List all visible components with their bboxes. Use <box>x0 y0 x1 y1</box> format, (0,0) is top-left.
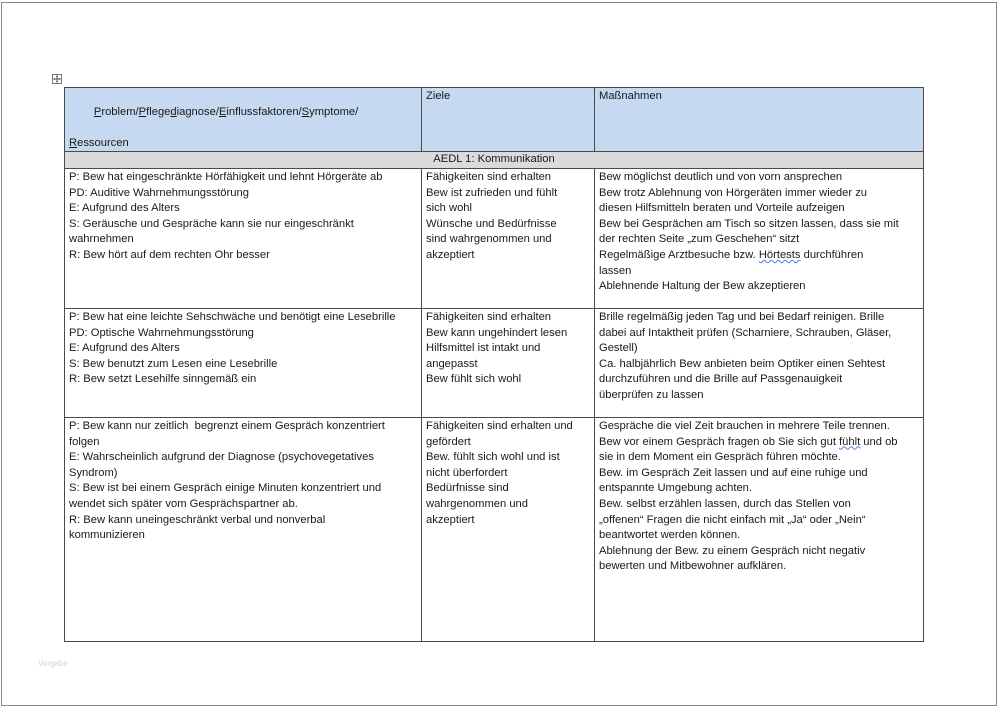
cell-line: Bew ist zufrieden und fühlt <box>426 186 558 199</box>
cell-text: und ob <box>860 435 898 448</box>
cell-line: PD: Optische Wahrnehmungsstörung <box>69 326 254 339</box>
cell-line: nicht überfordert <box>426 466 508 479</box>
cell-line: Wünsche und Bedürfnisse <box>426 217 557 230</box>
footer-watermark: Vorgabe <box>38 659 68 668</box>
cell-line: Ablehnende Haltung der Bew akzeptieren <box>599 280 806 293</box>
header-p4-initial: E <box>218 105 227 118</box>
cell-line: E: Wahrscheinlich aufgrund der Diagnose (psychovegetatives <box>69 451 374 464</box>
cell-line: Bew. fühlt sich wohl und ist <box>426 451 560 464</box>
header-p2-rest: flege <box>146 105 171 118</box>
cell-line: akzeptiert <box>426 248 475 261</box>
cell-line <box>599 248 919 264</box>
cell-line <box>599 435 919 451</box>
cell-line: Ca. halbjährlich Bew anbieten beim Optiker einen Sehtest <box>599 357 886 370</box>
header-goals: Ziele <box>422 88 595 152</box>
cell-line: der rechten Seite „zum Geschehen“ sitzt <box>599 233 800 246</box>
problem-cell <box>65 168 422 308</box>
cell-line: folgen <box>69 435 100 448</box>
cell-line: Gespräche die viel Zeit brauchen in mehrere Teile trennen. <box>599 419 890 432</box>
spellcheck-marked-word: fühlt <box>839 435 861 448</box>
cell-line: diesen Hilfsmitteln beraten und Vorteile aufzeigen <box>599 202 845 215</box>
header-p5-rest: ymptome/ <box>309 105 359 118</box>
section-title: AEDL 1: Kommunikation <box>65 152 924 169</box>
cell-line: Bedürfnisse sind <box>426 482 509 495</box>
cell-line: akzeptiert <box>426 513 475 526</box>
problem-cell <box>65 417 422 641</box>
cell-text: Regelmäßige Arztbesuche bzw. <box>599 248 759 261</box>
goals-cell <box>422 308 595 417</box>
cell-line: überprüfen zu lassen <box>599 388 704 401</box>
measures-cell <box>595 417 924 641</box>
table-move-handle-icon[interactable] <box>52 74 62 84</box>
cell-line: Brille regelmäßig jeden Tag und bei Bedarf reinigen. Brille <box>599 310 885 323</box>
cell-line: Fähigkeiten sind erhalten und <box>426 419 573 432</box>
cell-line: Gestell) <box>599 342 638 355</box>
cell-line: Bew. selbst erzählen lassen, durch das Stellen von <box>599 497 851 510</box>
cell-text: durchführen <box>800 248 864 261</box>
cell-text: Bew vor einem Gespräch fragen ob Sie sich gut <box>599 435 840 448</box>
header-row <box>65 88 924 152</box>
cell-line: sind wahrgenommen und <box>426 233 552 246</box>
header-problem <box>65 88 422 152</box>
cell-line: Bew bei Gesprächen am Tisch so sitzen lassen, dass sie mit <box>599 217 899 230</box>
cell-line: gefördert <box>426 435 471 448</box>
cell-line: durchzuführen und die Brille auf Passgenauigkeit <box>599 373 843 386</box>
cell-line: dabei auf Intaktheit prüfen (Scharniere, Schrauben, Gläser, <box>599 326 892 339</box>
cell-line: R: Bew setzt Lesehilfe sinngemäß ein <box>69 373 257 386</box>
measures-cell <box>595 308 924 417</box>
cell-line: P: Bew hat eine leichte Sehschwäche und benötigt eine Lesebrille <box>69 310 396 323</box>
header-p6-initial: R <box>69 136 78 149</box>
header-p6-rest: essourcen <box>77 136 129 149</box>
cell-line: entspannte Umgebung achten. <box>599 482 753 495</box>
cell-line: R: Bew kann uneingeschränkt verbal und nonverbal <box>69 513 326 526</box>
cell-line: bewerten und Mitbewohner aufklären. <box>599 560 787 573</box>
header-p4-rest: influssfaktoren/ <box>226 105 302 118</box>
cell-line: S: Bew ist bei einem Gespräch einige Minuten konzentriert und <box>69 482 382 495</box>
table-row <box>65 308 924 417</box>
header-measures: Maßnahmen <box>595 88 924 152</box>
cell-line: PD: Auditive Wahrnehmungsstörung <box>69 186 249 199</box>
cell-line: angepasst <box>426 357 478 370</box>
section-row <box>65 152 924 169</box>
cell-line: wahrnehmen <box>69 233 134 246</box>
cell-line: S: Bew benutzt zum Lesen eine Lesebrille <box>69 357 278 370</box>
cell-line: E: Aufgrund des Alters <box>69 342 180 355</box>
problem-cell <box>65 308 422 417</box>
cell-line: Bew. im Gespräch Zeit lassen und auf eine ruhige und <box>599 466 868 479</box>
cell-line: S: Geräusche und Gespräche kann sie nur eingeschränkt <box>69 217 354 230</box>
header-p2-initial: P <box>138 105 147 118</box>
cell-line: Hilfsmittel ist intakt und <box>426 342 541 355</box>
cell-line: Bew fühlt sich wohl <box>426 373 522 386</box>
care-plan-table <box>64 87 924 642</box>
cell-line: „offenen“ Fragen die nicht einfach mit „Ja“ oder „Nein“ <box>599 513 866 526</box>
header-p1-initial: P <box>93 105 102 118</box>
header-p5-initial: S <box>301 105 310 118</box>
cell-line: kommunizieren <box>69 529 145 542</box>
cell-line: Syndrom) <box>69 466 118 479</box>
spellcheck-marked-word: Hörtests <box>758 248 801 261</box>
goals-cell <box>422 417 595 641</box>
cell-line: Bew kann ungehindert lesen <box>426 326 568 339</box>
cell-line: sie in dem Moment ein Gespräch führen möchte. <box>599 451 841 464</box>
header-p3-initial: d <box>170 105 177 118</box>
cell-line: wendet sich später vom Gesprächspartner ab. <box>69 497 298 510</box>
table-row <box>65 168 924 308</box>
cell-line: P: Bew hat eingeschränkte Hörfähigkeit und lehnt Hörgeräte ab <box>69 170 383 183</box>
goals-cell <box>422 168 595 308</box>
cell-line: Ablehnung der Bew. zu einem Gespräch nicht negativ <box>599 544 866 557</box>
cell-line: Bew möglichst deutlich und von vorn ansprechen <box>599 170 843 183</box>
cell-line: Bew trotz Ablehnung von Hörgeräten immer wieder zu <box>599 186 868 199</box>
cell-line: sich wohl <box>426 202 473 215</box>
cell-line: beantwortet werden können. <box>599 529 741 542</box>
table-row <box>65 417 924 641</box>
header-p3-rest: iagnose/ <box>176 105 219 118</box>
cell-line: wahrgenommen und <box>426 497 528 510</box>
header-p1-rest: roblem/ <box>101 105 139 118</box>
measures-cell <box>595 168 924 308</box>
cell-line: lassen <box>599 264 632 277</box>
cell-line: Fähigkeiten sind erhalten <box>426 170 552 183</box>
cell-line: P: Bew kann nur zeitlich begrenzt einem Gespräch konzentriert <box>69 419 385 432</box>
cell-line: Fähigkeiten sind erhalten <box>426 310 552 323</box>
cell-line: E: Aufgrund des Alters <box>69 202 180 215</box>
cell-line: R: Bew hört auf dem rechten Ohr besser <box>69 248 270 261</box>
